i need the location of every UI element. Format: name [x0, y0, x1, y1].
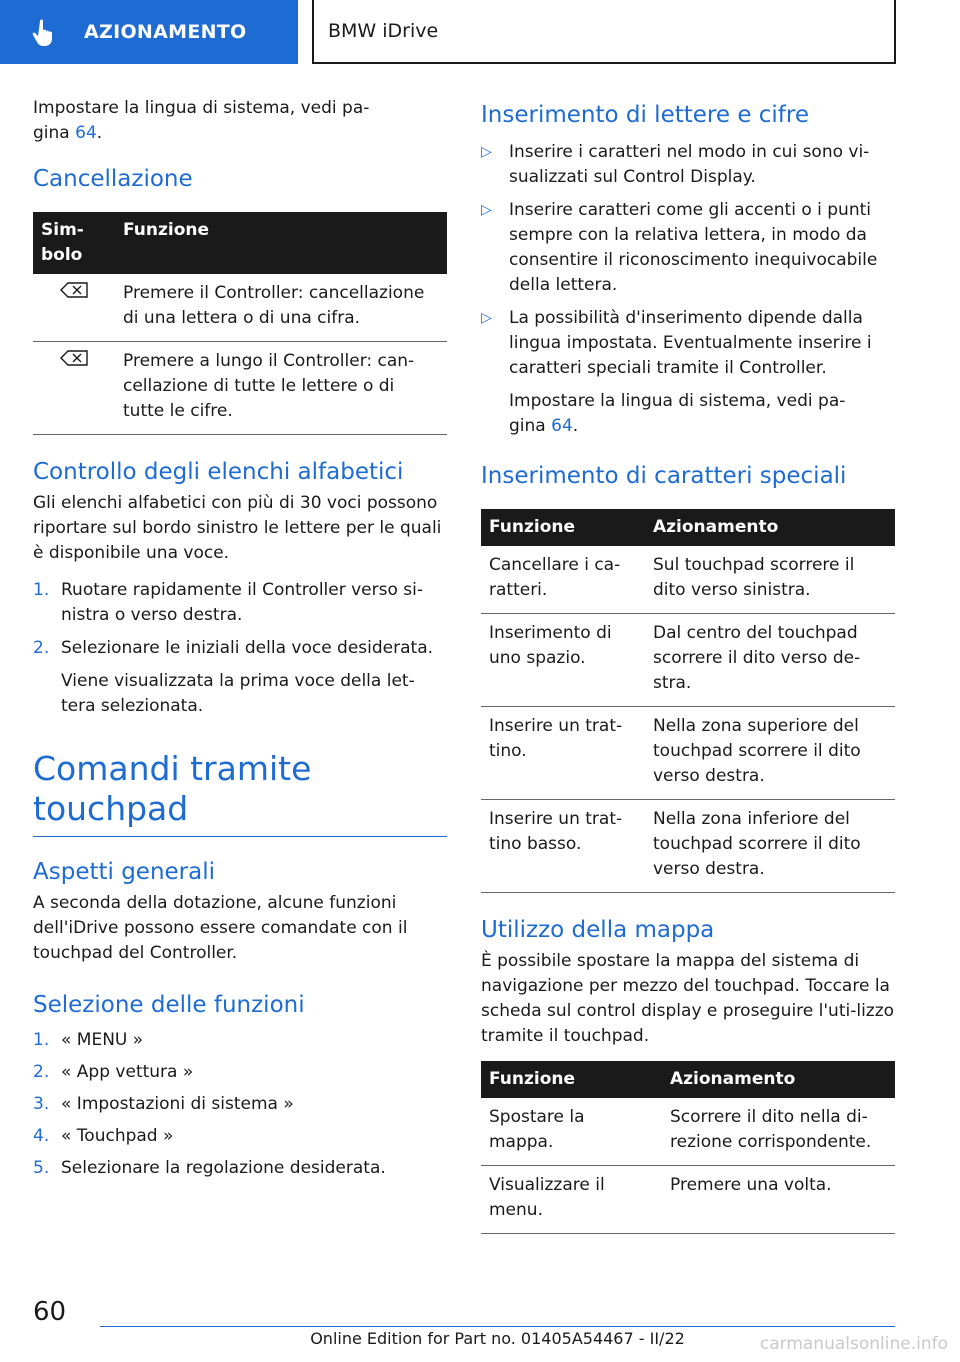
alpha-note: Viene visualizzata la prima voce della let-tera selezionata. — [61, 671, 415, 716]
watermark: carmanualsonline.info — [759, 1334, 948, 1354]
cancel-table — [33, 212, 447, 435]
col-function-header: Funzione — [115, 212, 447, 274]
cancel-row-text: Premere a lungo il Controller: can-cellazione di tutte le lettere o di tutte le cifre. — [115, 342, 447, 435]
touch-heading: Comandi tramite touchpad — [33, 749, 312, 828]
cancel-row-text: Premere il Controller: cancellazione di una lettera o di una cifra. — [115, 274, 447, 342]
letters-bullets — [481, 140, 895, 381]
col-function-header: Funzione — [481, 1061, 662, 1098]
general-heading: Aspetti generali — [33, 859, 216, 885]
special-heading: Inserimento di caratteri speciali — [481, 463, 847, 489]
col-action-header: Azionamento — [645, 509, 895, 546]
page-number: 60 — [33, 1297, 67, 1327]
col-symbol-header: Sim-bolo — [33, 212, 115, 274]
section-label: AZIONAMENTO — [84, 21, 247, 43]
table-row — [33, 274, 447, 342]
letters-heading: Inserimento di lettere e cifre — [481, 102, 810, 128]
table-row: Inserimento di uno spazio. Dal centro del touchpad scorrere il dito verso de-stra. — [481, 614, 895, 707]
table-row: Inserire un trat-tino basso. Nella zona inferiore del touchpad scorrere il dito verso destra. — [481, 800, 895, 893]
bullet-triangle-icon: ▷ — [481, 202, 492, 218]
chapter-title: BMW iDrive — [312, 0, 896, 64]
alpha-paragraph: Gli elenchi alfabetici con più di 30 voci possono riportare sul bordo sinistro le lettere per le quali è disponibile una voce. — [33, 493, 442, 563]
list-item: 4. « Touchpad » — [33, 1126, 174, 1146]
table-row — [33, 342, 447, 435]
bullet-triangle-icon: ▷ — [481, 310, 492, 326]
col-action-header: Azionamento — [662, 1061, 895, 1098]
list-item: 3. « Impostazioni di sistema » — [33, 1094, 294, 1114]
map-paragraph: È possibile spostare la mappa del sistema di navigazione per mezzo del touchpad. Toccare la scheda sul control display e proseguire l'uti-lizzo tramite il touchpad. — [481, 951, 895, 1046]
list-item: ▷ Inserire i caratteri nel modo in cui sono vi-sualizzati sul Control Display. — [481, 142, 870, 187]
list-item: 1. « MENU » — [33, 1030, 144, 1050]
backspace-icon — [60, 350, 88, 366]
intro-paragraph: Impostare la lingua di sistema, vedi pa-gina 64. — [33, 98, 370, 143]
bullet-triangle-icon: ▷ — [481, 144, 492, 160]
general-paragraph: A seconda della dotazione, alcune funzioni dell'iDrive possono essere comandate con il touchpad del Controller. — [33, 893, 408, 963]
map-table — [481, 1061, 895, 1234]
heading-rule — [33, 836, 447, 837]
list-item: 1. Ruotare rapidamente il Controller verso si-nistra o verso destra. — [33, 580, 423, 625]
footer-rule — [100, 1326, 895, 1327]
select-steps — [33, 1028, 447, 1181]
backspace-icon — [60, 282, 88, 298]
select-heading: Selezione delle funzioni — [33, 992, 305, 1018]
edition-text: Online Edition for Part no. 01405A54467 - II/22 — [310, 1329, 685, 1348]
special-table — [481, 509, 895, 893]
table-row: Cancellare i ca-ratteri. Sul touchpad scorrere il dito verso sinistra. — [481, 546, 895, 614]
table-row: Inserire un trat-tino. Nella zona superiore del touchpad scorrere il dito verso destra. — [481, 707, 895, 800]
list-item: ▷ La possibilità d'inserimento dipende dalla lingua impostata. Eventualmente inserire i caratteri speciali tramite il Controller. — [481, 308, 872, 378]
list-item: 2. « App vettura » — [33, 1062, 194, 1082]
section-tab — [0, 0, 298, 64]
left-column — [33, 96, 447, 1181]
page-link[interactable]: 64 — [75, 123, 97, 143]
list-item: 2. Selezionare le iniziali della voce desiderata. — [33, 638, 434, 658]
letters-note: Impostare la lingua di sistema, vedi pa-gina 64. — [509, 391, 846, 436]
hand-pointer-icon — [32, 17, 62, 47]
table-row: Spostare la mappa. Scorrere il dito nella di-rezione corrispondente. — [481, 1098, 895, 1166]
alpha-steps — [33, 578, 447, 661]
map-heading: Utilizzo della mappa — [481, 917, 715, 943]
right-column — [481, 96, 895, 1234]
alpha-heading: Controllo degli elenchi alfabetici — [33, 459, 404, 485]
page-link[interactable]: 64 — [551, 416, 573, 436]
list-item: 5. Selezionare la regolazione desiderata. — [33, 1158, 386, 1178]
cancel-heading: Cancellazione — [33, 166, 193, 192]
table-row: Visualizzare il menu. Premere una volta. — [481, 1166, 895, 1234]
col-function-header: Funzione — [481, 509, 645, 546]
list-item: ▷ Inserire caratteri come gli accenti o i punti sempre con la relativa lettera, in modo da consentire il riconoscimento inequivocabile della lettera. — [481, 200, 878, 295]
